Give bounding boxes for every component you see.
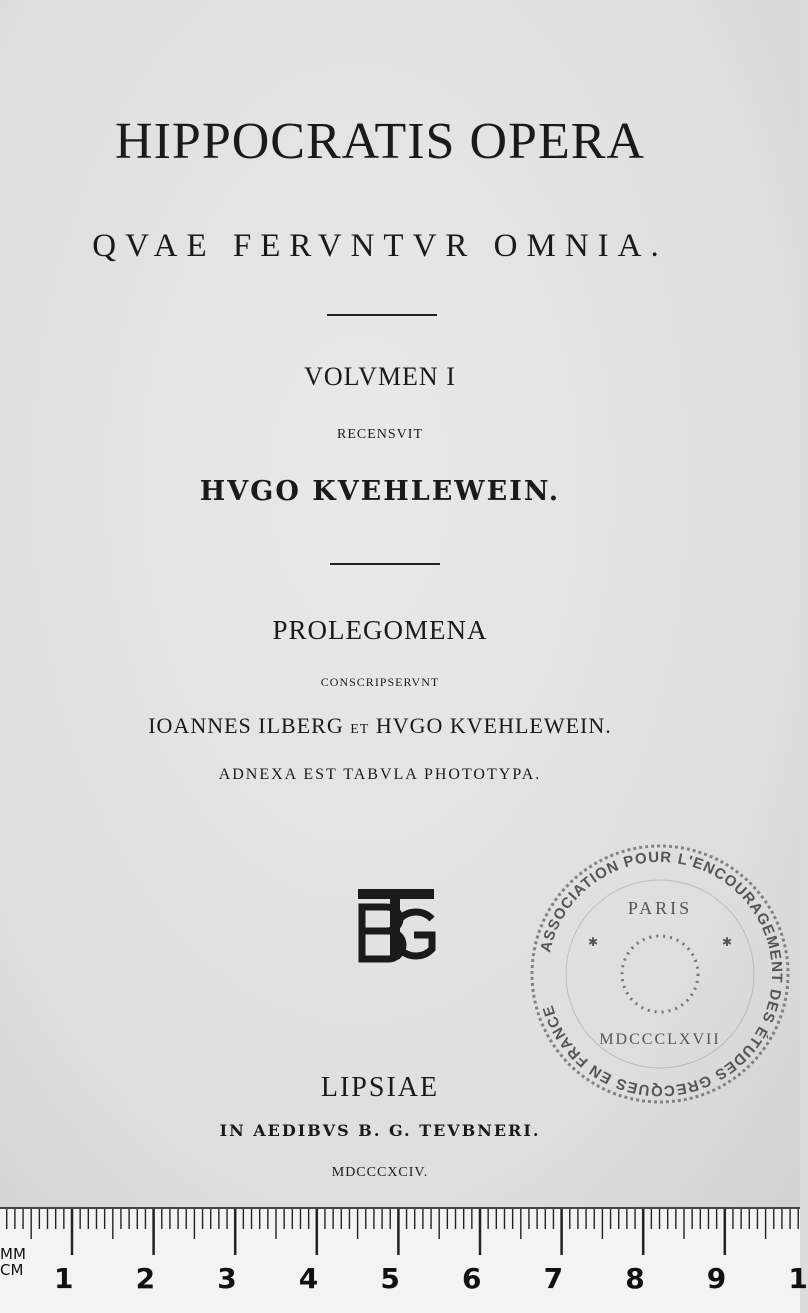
- ruler-number: 7: [543, 1262, 564, 1295]
- ruler-number: 2: [135, 1262, 156, 1295]
- library-stamp: [526, 840, 794, 1108]
- stamp-city: PARIS: [627, 898, 693, 918]
- divider-rule: [330, 563, 440, 565]
- stamp-star-icon: ✱: [588, 935, 599, 949]
- ruler-ticks: [0, 1209, 800, 1313]
- bg-monogram-icon: [356, 885, 436, 965]
- author-kuehlewein: HVGO KVEHLEWEIN.: [375, 713, 612, 738]
- editor-name: HVGO KVEHLEWEIN.: [199, 476, 561, 507]
- ruler-number: 5: [380, 1262, 400, 1295]
- et-conjunction: ET: [350, 722, 370, 737]
- ruler-number: 1: [788, 1262, 808, 1295]
- volume-label: VOLVMEN I: [304, 362, 456, 391]
- book-subtitle: QVAE FERVNTVR OMNIA.: [92, 228, 668, 264]
- ruler-unit-mm: MM: [0, 1245, 26, 1263]
- ruler-number: 1: [54, 1262, 74, 1295]
- recensuit-label: RECENSVIT: [337, 427, 423, 442]
- stamp-star-icon: ✱: [722, 935, 733, 949]
- publication-year: MDCCCXCIV.: [331, 1165, 429, 1180]
- author-ilberg: IOANNES ILBERG: [148, 713, 344, 738]
- measurement-ruler: [0, 1207, 800, 1313]
- ruler-number: 8: [625, 1262, 645, 1295]
- prolegomena-heading: PROLEGOMENA: [272, 615, 488, 645]
- ruler-number: 9: [706, 1262, 727, 1295]
- stamp-outer-text: ASSOCIATION POUR L'ENCOURAGEMENT DES ÉTUDES GRECQUES EN FRANCE: [537, 848, 786, 1100]
- ruler-unit-cm: CM: [0, 1261, 24, 1279]
- authors-line: [0, 713, 760, 739]
- adnexa-note: ADNEXA EST TABVLA PHOTOTYPA.: [218, 766, 542, 783]
- divider-rule: [327, 314, 437, 316]
- ruler-number: 3: [217, 1262, 237, 1295]
- stamp-year: MDCCCLXVII: [599, 1031, 721, 1048]
- place-of-publication: LIPSIAE: [320, 1072, 440, 1103]
- conscripserunt-label: CONSCRIPSERVNT: [320, 675, 440, 689]
- ruler-number: 4: [298, 1262, 319, 1295]
- ruler-number: 6: [462, 1262, 482, 1295]
- book-title: HIPPOCRATIS OPERA: [115, 113, 645, 170]
- publisher-line: IN AEDIBVS B. G. TEVBNERI.: [219, 1121, 541, 1140]
